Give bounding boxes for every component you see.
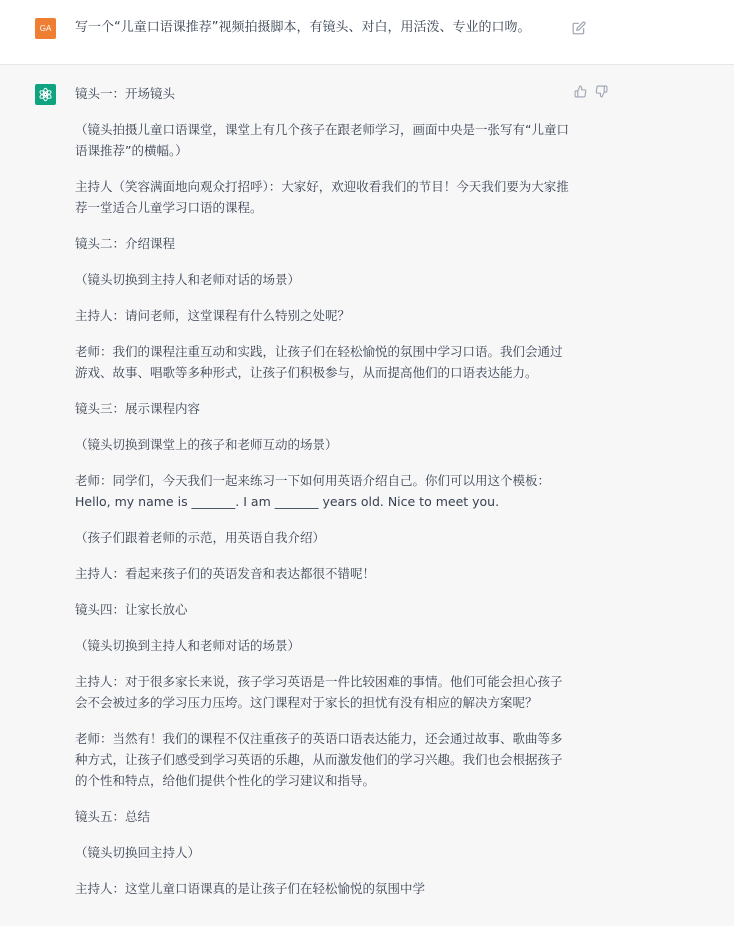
assistant-response	[75, 83, 570, 914]
response-paragraph: 老师：同学们，今天我们一起来练习一下如何用英语介绍自己。你们可以用这个模板：Hello, my name is _______. I am _______ years old. Nice to meet you.	[75, 473, 551, 509]
assistant-avatar	[35, 84, 56, 105]
response-paragraph: （镜头拍摄儿童口语课堂，课堂上有几个孩子在跟老师学习，画面中央是一张写有“儿童口语课推荐”的横幅。）	[75, 122, 569, 158]
response-paragraph: 镜头三：展示课程内容	[75, 401, 201, 416]
thumbs-down-icon[interactable]	[595, 85, 608, 98]
response-paragraph: 镜头二：介绍课程	[75, 236, 176, 251]
response-paragraph: 镜头一：开场镜头	[75, 86, 176, 101]
response-paragraph: （镜头切换到课堂上的孩子和老师互动的场景）	[75, 437, 338, 452]
response-paragraph: （镜头切换回主持人）	[75, 845, 201, 860]
assistant-message-row	[0, 65, 734, 926]
response-paragraph: 主持人（笑容满面地向观众打招呼）：大家好，欢迎收看我们的节目！今天我们要为大家推荐一堂适合儿童学习口语的课程。	[75, 179, 569, 215]
response-paragraph: 老师：当然有！我们的课程不仅注重孩子的英语口语表达能力，还会通过故事、歌曲等多种方式，让孩子们感受到学习英语的乐趣，从而激发他们的学习兴趣。我们也会根据孩子的个性和特点，给他们提供个性化的学习建议和指导。	[75, 731, 563, 788]
response-paragraph: （镜头切换到主持人和老师对话的场景）	[75, 638, 301, 653]
user-message-row	[0, 0, 734, 65]
user-message-text: 写一个“儿童口语课推荐”视频拍摄脚本，有镜头、对白，用活泼、专业的口吻。	[75, 20, 531, 35]
response-paragraph: 镜头五：总结	[75, 809, 151, 824]
response-paragraph: 主持人：这堂儿童口语课真的是让孩子们在轻松愉悦的氛围中学	[75, 881, 426, 896]
response-paragraph: 主持人：对于很多家长来说，孩子学习英语是一件比较困难的事情。他们可能会担心孩子会不会被过多的学习压力压垮。这门课程对于家长的担忧有没有相应的解决方案呢？	[75, 674, 563, 710]
response-paragraph: 主持人：请问老师，这堂课程有什么特别之处呢？	[75, 308, 351, 323]
thumbs-up-icon[interactable]	[574, 85, 587, 98]
response-paragraph: （镜头切换到主持人和老师对话的场景）	[75, 272, 301, 287]
response-paragraph: （孩子们跟着老师的示范，用英语自我介绍）	[75, 530, 326, 545]
response-paragraph: 老师：我们的课程注重互动和实践，让孩子们在轻松愉悦的氛围中学习口语。我们会通过游戏、故事、唱歌等多种形式，让孩子们积极参与，从而提高他们的口语表达能力。	[75, 344, 563, 380]
response-paragraph: 主持人：看起来孩子们的英语发音和表达都很不错呢！	[75, 566, 376, 581]
edit-icon[interactable]	[572, 21, 586, 35]
response-paragraph: 镜头四：让家长放心	[75, 602, 188, 617]
user-avatar: GA	[35, 18, 56, 39]
openai-logo-icon	[38, 87, 53, 102]
